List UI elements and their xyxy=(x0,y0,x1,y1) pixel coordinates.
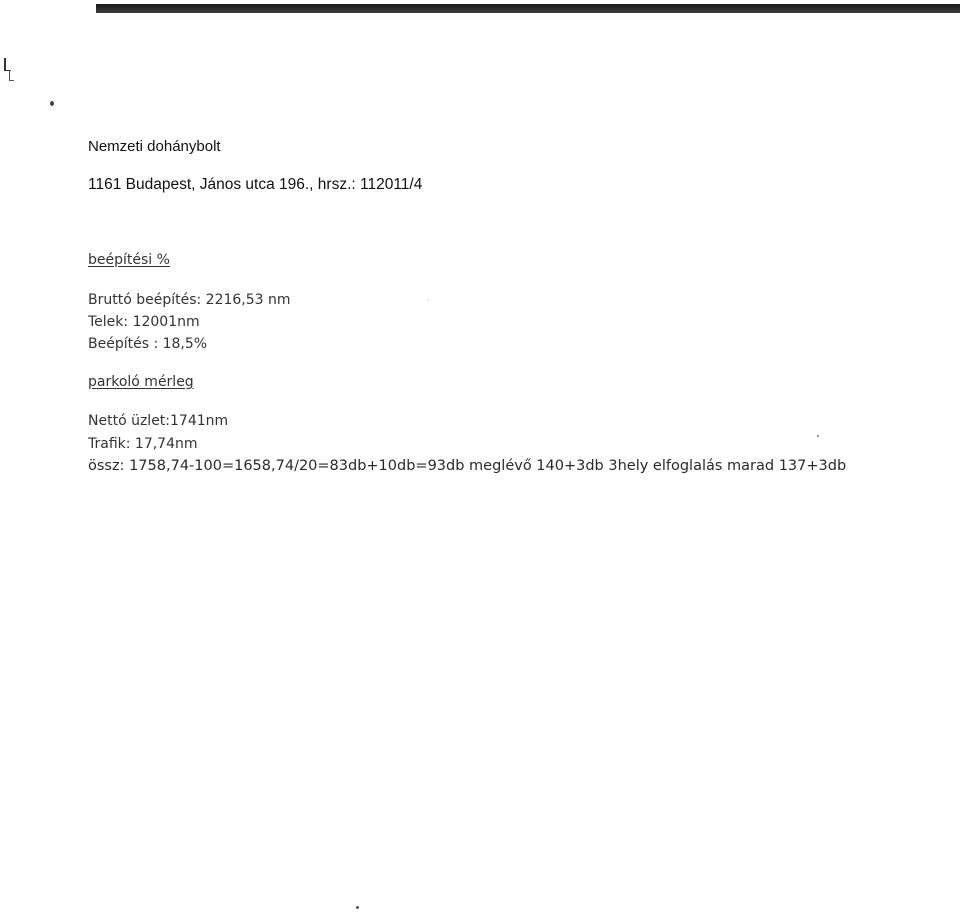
scan-speck xyxy=(817,435,819,437)
scan-edge-bar xyxy=(96,4,960,13)
parking-total-calculation: össz: 1758,74-100=1658,74/20=83db+10db=93db meglévő 140+3db 3hely elfoglalás marad 137+3db xyxy=(88,458,847,474)
shop-name-heading: Nemzeti dohánybolt xyxy=(88,138,221,155)
margin-scan-mark xyxy=(9,70,14,81)
scan-speck xyxy=(50,101,54,106)
gross-builtup-line: Bruttó beépítés: 2216,53 nm xyxy=(88,292,291,308)
scan-speck xyxy=(356,906,359,909)
plot-area-line: Telek: 12001nm xyxy=(88,314,200,330)
address-line: 1161 Budapest, János utca 196., hrsz.: 112011/4 xyxy=(88,176,423,193)
builtup-section-title: beépítési % xyxy=(88,252,170,268)
parking-section-title: parkoló mérleg xyxy=(88,374,194,390)
net-shop-area-line: Nettó üzlet:1741nm xyxy=(88,413,229,429)
scan-speck xyxy=(428,300,429,301)
builtup-ratio-line: Beépítés : 18,5% xyxy=(88,336,208,352)
kiosk-area-line: Trafik: 17,74nm xyxy=(88,436,198,452)
